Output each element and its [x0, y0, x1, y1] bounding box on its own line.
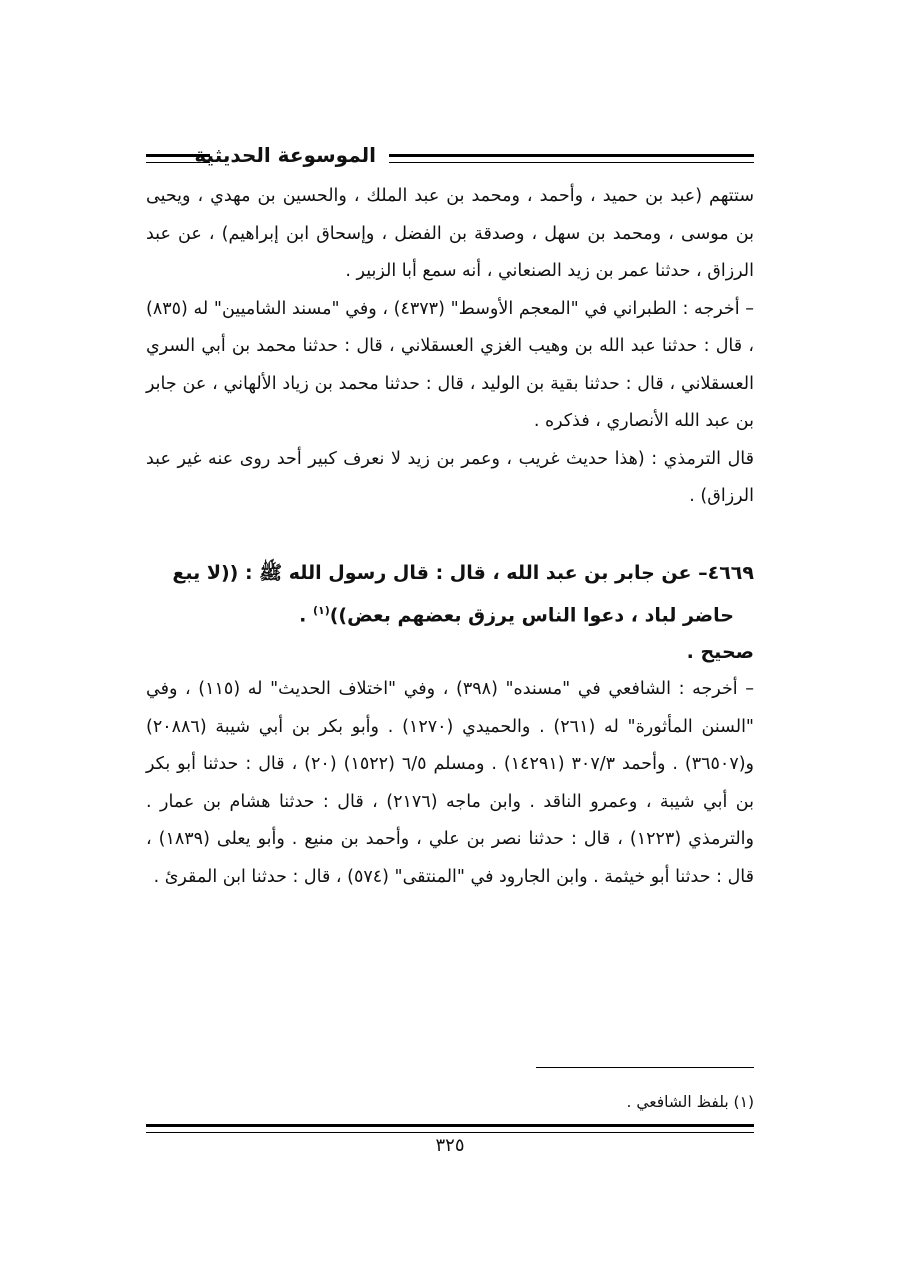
paragraph-tirmidhi: قال الترمذي : (هذا حديث غريب ، وعمر بن زيد لا نعرف كبير أحد روى عنه غير عبد الرزاق) . — [146, 448, 754, 506]
paragraph-takhrij-1: – أخرجه : الطبراني في "المعجم الأوسط" (٤٣٧٣) ، وفي "مسند الشاميين" له (٨٣٥) ، قال : حدثنا عبد الله بن وهيب الغزي العسقلاني ، قال : حدثنا محمد بن أبي السري العسقلاني ، قال : حدثنا بقية بن الوليد ، قال : حدثنا محمد بن زياد الألهاني ، عن جابر بن عبد الله الأنصاري ، فذكره . — [146, 298, 754, 431]
footnote-marker[interactable]: (١) — [312, 603, 330, 617]
section-gap — [146, 516, 754, 554]
running-header — [146, 140, 754, 170]
footnote-separator — [536, 1067, 754, 1068]
paragraph-takhrij-2: – أخرجه : الشافعي في "مسنده" (٣٩٨) ، وفي "اختلاف الحديث" له (١١٥) ، وفي "السنن المأثورة" له (٢٦١) . والحميدي (١٢٧٠) . وأبو بكر بن أبي شيبة (٢٠٨٨٦) و(٣٦٥٠٧) . وأحمد ٣٠٧/٣ (١٤٢٩١) . ومسلم ٦/٥ (١٥٢٢) (٢٠) ، قال : حدثنا أبو بكر بن أبي شيبة ، وعمرو الناقد . وابن ماجه (٢١٧٦) ، قال : حدثنا هشام بن عمار . والترمذي (١٢٢٣) ، قال : حدثنا نصر بن علي ، وأحمد بن منيع . وأبو يعلى (١٨٣٩) ، قال : حدثنا أبو خيثمة . وابن الجارود في "المنتقى" (٥٧٤) ، قال : حدثنا ابن المقرئ . — [146, 679, 755, 887]
hadith-line-1: ٤٦٦٩– عن جابر بن عبد الله ، قال : قال رسول الله ﷺ : ((لا يبع — [172, 561, 754, 584]
hadith-line-2-wrap — [146, 592, 754, 634]
hadith-line-2: حاضر لباد ، دعوا الناس يرزق بعضهم بعض)) — [329, 603, 734, 626]
hadith-grade: صحيح . — [686, 640, 754, 663]
header-title: الموسوعة الحديثية — [194, 143, 376, 167]
page-body — [146, 178, 754, 896]
page-number: ٣٢٥ — [435, 1135, 465, 1156]
paragraph-narrators: ستتهم (عبد بن حميد ، وأحمد ، ومحمد بن عبد الملك ، والحسين بن مهدي ، ويحيى بن موسى ، ومحمد بن سهل ، وصدقة بن الفضل ، وإسحاق ابن إبراهيم) ، عن عبد الرزاق ، حدثنا عمر بن زيد الصنعاني ، أنه سمع أبا الزبير . — [146, 186, 754, 281]
header-rule-right — [389, 154, 754, 163]
hadith-heading — [146, 554, 754, 634]
header-rule-left — [146, 154, 210, 163]
footnote: (١) بلفظ الشافعي . — [626, 1093, 754, 1111]
footer-rule — [146, 1124, 754, 1133]
hadith-end: . — [299, 603, 313, 626]
